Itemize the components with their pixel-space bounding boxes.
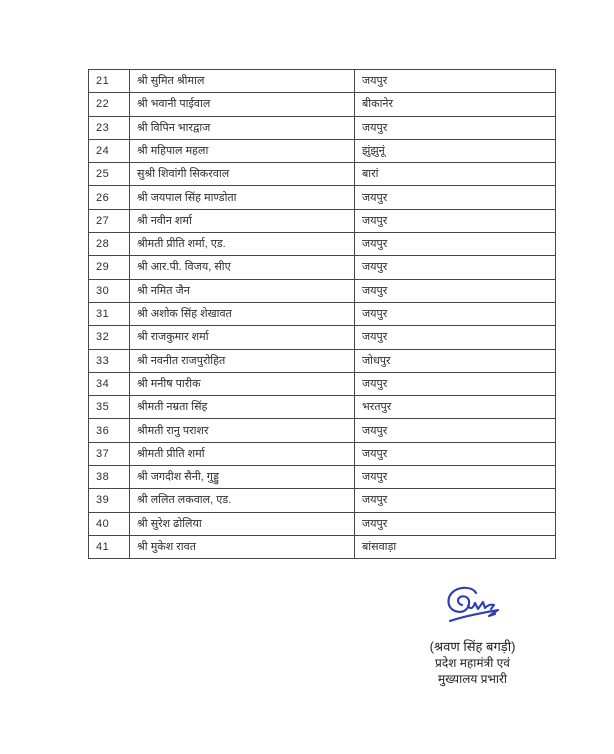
table-row — [89, 326, 556, 349]
cell-name: सुश्री शिवांगी सिकरवाल — [130, 163, 355, 186]
cell-name: श्रीमती प्रीति शर्मा — [130, 442, 355, 465]
cell-city: जयपुर — [355, 489, 556, 512]
cell-name: श्री मनीष पारीक — [130, 372, 355, 395]
table-row — [89, 396, 556, 419]
cell-name: श्री विपिन भारद्वाज — [130, 116, 355, 139]
table-row — [89, 349, 556, 372]
table-row — [89, 466, 556, 489]
table-row — [89, 302, 556, 325]
table-row — [89, 139, 556, 162]
cell-name: श्री मुकेश रावत — [130, 535, 355, 558]
table-row — [89, 116, 556, 139]
table-row — [89, 163, 556, 186]
cell-city: जयपुर — [355, 466, 556, 489]
cell-name: श्री राजकुमार शर्मा — [130, 326, 355, 349]
cell-sr: 24 — [89, 139, 130, 162]
cell-sr: 29 — [89, 256, 130, 279]
cell-name: श्री सुरेश ढोलिया — [130, 512, 355, 535]
cell-city: जयपुर — [355, 372, 556, 395]
cell-city: जयपुर — [355, 116, 556, 139]
table-row — [89, 186, 556, 209]
signatory-name: (श्रवण सिंह बगड़ी) — [429, 639, 516, 654]
roster-table-body — [89, 70, 556, 559]
cell-name: श्री भवानी पाईवाल — [130, 93, 355, 116]
cell-name: श्री नवनीत राजपुरोहित — [130, 349, 355, 372]
cell-name: श्री नवीन शर्मा — [130, 209, 355, 232]
cell-sr: 33 — [89, 349, 130, 372]
cell-sr: 37 — [89, 442, 130, 465]
cell-name: श्री जगदीश सैनी, गुड्डु — [130, 466, 355, 489]
cell-sr: 27 — [89, 209, 130, 232]
cell-city: जयपुर — [355, 186, 556, 209]
cell-sr: 41 — [89, 535, 130, 558]
cell-city: जयपुर — [355, 279, 556, 302]
cell-city: जयपुर — [355, 209, 556, 232]
table-row — [89, 233, 556, 256]
table-row — [89, 279, 556, 302]
cell-name: श्री आर.पी. विजय, सीए — [130, 256, 355, 279]
cell-city: बारां — [355, 163, 556, 186]
cell-sr: 22 — [89, 93, 130, 116]
cell-sr: 36 — [89, 419, 130, 442]
signatory-title-1: प्रदेश महामंत्री एवं — [435, 656, 510, 670]
cell-name: श्री जयपाल सिंह माण्डोता — [130, 186, 355, 209]
table-row — [89, 93, 556, 116]
cell-city: जयपुर — [355, 70, 556, 93]
cell-sr: 38 — [89, 466, 130, 489]
cell-city: झुंझुनूं — [355, 139, 556, 162]
cell-name: श्रीमती नम्रता सिंह — [130, 396, 355, 419]
cell-sr: 30 — [89, 279, 130, 302]
table-row — [89, 442, 556, 465]
signoff-block — [385, 584, 560, 687]
cell-sr: 23 — [89, 116, 130, 139]
cell-name: श्रीमती प्रीति शर्मा, एड. — [130, 233, 355, 256]
table-row — [89, 209, 556, 232]
cell-city: जयपुर — [355, 233, 556, 256]
cell-city: जयपुर — [355, 512, 556, 535]
cell-sr: 25 — [89, 163, 130, 186]
roster-table — [88, 69, 556, 559]
cell-city: बांसवाड़ा — [355, 535, 556, 558]
cell-name: श्री महिपाल महला — [130, 139, 355, 162]
signatory-title-2: मुख्यालय प्रभारी — [437, 672, 508, 686]
cell-city: जयपुर — [355, 419, 556, 442]
table-row — [89, 419, 556, 442]
cell-city: जयपुर — [355, 302, 556, 325]
cell-city: जोधपुर — [355, 349, 556, 372]
cell-sr: 21 — [89, 70, 130, 93]
cell-city: जयपुर — [355, 442, 556, 465]
cell-sr: 32 — [89, 326, 130, 349]
cell-sr: 40 — [89, 512, 130, 535]
table-row — [89, 70, 556, 93]
cell-sr: 34 — [89, 372, 130, 395]
cell-sr: 31 — [89, 302, 130, 325]
cell-sr: 26 — [89, 186, 130, 209]
cell-city: बीकानेर — [355, 93, 556, 116]
cell-name: श्री अशोक सिंह शेखावत — [130, 302, 355, 325]
cell-name: श्रीमती रानु पराशर — [130, 419, 355, 442]
cell-sr: 35 — [89, 396, 130, 419]
table-row — [89, 372, 556, 395]
table-row — [89, 512, 556, 535]
cell-sr: 28 — [89, 233, 130, 256]
handwritten-signature-icon — [437, 584, 509, 632]
cell-city: जयपुर — [355, 326, 556, 349]
cell-sr: 39 — [89, 489, 130, 512]
cell-name: श्री सुमित श्रीमाल — [130, 70, 355, 93]
table-row — [89, 535, 556, 558]
table-row — [89, 489, 556, 512]
cell-name: श्री नमित जैन — [130, 279, 355, 302]
table-row — [89, 256, 556, 279]
cell-city: जयपुर — [355, 256, 556, 279]
cell-city: भरतपुर — [355, 396, 556, 419]
cell-name: श्री ललित लकवाल, एड. — [130, 489, 355, 512]
